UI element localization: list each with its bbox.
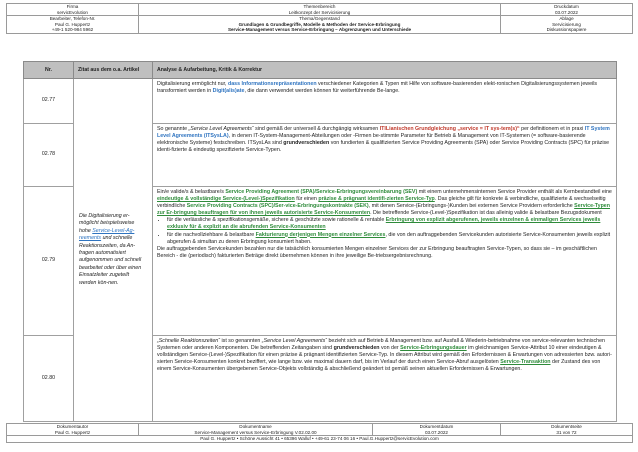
row-number: 02.80 <box>24 336 74 422</box>
highlight: eindeutige & vollständige Service-(Level-)Spezifikation <box>157 196 295 203</box>
analysis-cell <box>153 187 617 336</box>
autor-cell <box>7 424 139 436</box>
autor-value: Paul G. Huppertz <box>54 429 91 435</box>
datum-cell <box>373 424 501 436</box>
name-label: Dokumentname <box>239 424 272 429</box>
analysis-cell <box>153 336 617 422</box>
seite-cell <box>501 424 633 436</box>
highlight: Erbringung von explizit abgerufenen, jeweils einzelnen & einmaligen Services jeweils exklusiv für & explizit an die abrufenden Service-Konsumenten <box>167 217 601 231</box>
datum-label: Dokumentdatum <box>419 424 454 429</box>
bearbeiter-cell <box>7 16 139 34</box>
text: Digitalisierung ermöglicht nur, <box>157 81 228 87</box>
text: für einen <box>294 196 319 203</box>
highlight: Service-Transaktion <box>500 359 551 366</box>
thema-line2: Service-Management versus Service-Erbringung – Abgrenzungen und Unterschiede <box>227 27 412 33</box>
name-value: Service-Management versus Service-Erbringung V.02.02.00 <box>194 429 317 435</box>
ablage-line2: Diskussionspapiere <box>546 27 587 33</box>
text: verschiedener Kategorien & Typen mit Hilfe von software-basierenden elekt-ronischen Digitalisierungssystemen jeweils transformiert werden in <box>157 81 598 95</box>
thema-label: Thema/Gegenstand <box>299 16 340 22</box>
highlight: präzise & prägnant identifi-zierten Service-Typ <box>318 196 435 203</box>
highlight: dass Informationsrepräsentationen <box>227 81 317 87</box>
text: für die verlässliche & spezifikationsgemäße, sichere & geschützte sowie rationelle & rentable <box>167 217 386 224</box>
analysis-cell <box>153 79 617 124</box>
thema-line1: Grundlagen & Grundbegriffe, Modelle & Methoden der Service-Erbringung <box>238 21 401 27</box>
text: im gleichnamigen Service-Attribut 10 einer eindeutigen & vollständigen Service-(Level-)Spezifikation für einen präzise & prägnant identifizierten Service-Typ. In diesem Attribut wird gemäß den Erfordernissen & Erwartungen von adressierten bzw. autori-sierten Service-Konsumenten konkret beziffert, wie lange bzw. wie maximal dauern darf, bis im Verlauf der durch einen Service-Abruf ausgelösten <box>157 345 612 366</box>
quote-cell <box>74 79 153 422</box>
highlight: Service-Erbringungsdauer <box>400 345 467 352</box>
text: von der <box>379 345 401 352</box>
themenbereich-value: Leitkonzept der Servicisierung <box>288 9 351 15</box>
row-number: 02.77 <box>24 79 74 124</box>
bearbeiter-name: Paul G. Huppertz <box>54 21 91 27</box>
seite-label: Dokumentseite <box>551 424 582 429</box>
row-number: 02.79 <box>24 187 74 336</box>
highlight: Digit(alis)ate <box>212 88 245 95</box>
list-item <box>167 232 612 246</box>
text: für die nachvollziehbare & belastbare <box>167 231 256 238</box>
quote-text-rest: und schnelle Reaktionszeiten, da An-fragen automatisiert aufgenommen und schnell bearbeitet oder über einen Einsatzleiter zugeteilt werden kön-nen. <box>79 235 142 286</box>
themenbereich-cell <box>139 4 501 16</box>
highlight: IT System Level Agreements (ITSysLA) <box>157 126 610 140</box>
column-header-nr: Nr. <box>24 62 74 79</box>
text: , die dann verwendet werden können für weiterführende Be-lange. <box>244 88 400 95</box>
text: von fundierten & qualifizierten Service Providing Agreements (SPA) oder Service Providing Contracts (SPC) für präzise identi-fizierte & eindeutig spezifizierte Service-Typen. <box>157 140 610 154</box>
text: sind gemäß der universell & durchgängig wirksamen <box>253 126 380 132</box>
table-row <box>24 79 617 124</box>
ablage-label: Ablage <box>559 16 574 22</box>
document-header <box>6 3 633 34</box>
bearbeiter-phone: +49-1 520-984 5962 <box>51 27 94 33</box>
emphasis: „Service Level Agreements“ <box>261 338 328 344</box>
analysis-table <box>23 61 617 422</box>
text: , in denen IT-System-Management-Abteilungen oder -Firmen be-stimmte Parameter für Betrieb & Management von IT-Systemen (= software-basierende elektronische Systeme) festschreiben. ITSysLAs sind <box>157 133 586 147</box>
highlight: Fakturierung derjenigen Mengen einzelner Services <box>255 231 386 238</box>
text: Ein/e valide/s & belastbare/s <box>157 189 226 195</box>
text: der Zustand des von einem Service-Konsumenten übergebenen Service-Objekts vollständig & abschließend geändert ist gemäß seinen aktuellen Erfordernissen & Erwartungen. <box>157 359 601 373</box>
quote-text: Die Digitalisierung er-möglicht beispielsweise hohe <box>79 212 135 234</box>
druckdatum-cell <box>501 4 633 16</box>
text: So genannte <box>157 126 189 132</box>
seite-value: 31 von 72 <box>556 429 577 435</box>
firma-label: Firma <box>66 4 79 9</box>
row-number: 02.78 <box>24 124 74 187</box>
document-footer <box>6 423 633 443</box>
column-header-zitat: Zitat aus dem o.a. Artikel <box>74 62 153 79</box>
druckdatum-label: Druckdatum <box>554 4 579 9</box>
emphasis: „Schnelle Reaktionszeiten“ <box>157 338 221 344</box>
bold-text: grundverschieden <box>283 140 330 147</box>
firma-cell <box>7 4 139 16</box>
ablage-line1: Servicisierung <box>552 21 581 27</box>
druckdatum-value: 03.07.2022 <box>555 9 578 15</box>
text: bezieht sich auf Betrieb & Management bzw. auf Ausfall & Wiederin-betriebnahme von service-relevanten technischen Systemen oder anderen Komponenten. Die betreffenden Zeitangaben sind <box>157 338 605 352</box>
name-cell <box>139 424 373 436</box>
table-header-row <box>24 62 617 79</box>
text: ist so genannten <box>220 338 262 344</box>
text: mit einem unternehmensinternen Service Provider enthält als Kernbestandteil eine <box>417 189 612 195</box>
text: per definitionem et in praxi <box>519 126 585 132</box>
highlight: ITILianischen Grundgleichung „service = IT sys-tem(s)“ <box>379 126 520 132</box>
footer-address: Paul G. Huppertz • Schöne Aussicht 41 • 65396 Walluf • +49-61 23-74 06 16 • Paul.G.Huppertz@servicEvolution.com <box>7 436 633 443</box>
datum-value: 03.07.2022 <box>425 429 448 435</box>
text: Die auftraggebenden Servicekunden bezahlen nur die tatsächlich konsumierten Mengen einzelner Services der zur Erbringung beauftragten Service-Typen, so dass sie – im geschäftlichen Bereich - die (periodisch) fakturierten Beträge direkt übernehmen können in ihre jeweilige Be-triebsergebnisrechnung. <box>157 245 597 259</box>
bold-text: grundverschieden <box>333 345 380 352</box>
text: . Die betreffende Service-(Level-)Spezifikation ist das alleinig valide & belastbare Bezugsdokument <box>370 210 602 217</box>
text: . Das gleiche gilt für konkrete & verbindliche, qualifizierte & wechselseitig verbindliche <box>157 196 606 210</box>
text: , mit denen Service-(Erbringungs-)Kunden bei externen Service Providern erforderliche <box>368 203 575 210</box>
service-level-agreements-link[interactable]: Service-Level-Ag-reements <box>79 227 135 242</box>
analysis-cell <box>153 124 617 187</box>
highlight: Service-Typen zur Er-bringung beauftragen für von ihnen jeweils autorisierte Service-Konsumenten <box>157 203 610 217</box>
thema-cell <box>139 16 501 34</box>
bullet-list <box>157 217 612 245</box>
emphasis: „Service Level Agreements“ <box>188 126 254 132</box>
autor-label: Dokumentautor <box>56 424 89 429</box>
list-item <box>167 217 612 231</box>
column-header-analyse: Analyse & Aufarbeitung, Kritik & Korrektur <box>153 62 617 79</box>
text: , die von den auftraggebenden Servicekunden autorisierte Service-Konsumenten jeweils explizit abgerufen & simultan zu deren Erbringung konsumiert haben. <box>167 231 611 245</box>
ablage-cell <box>501 16 633 34</box>
themenbereich-label: Themenbereich <box>303 4 336 9</box>
firma-value: servicEvolution <box>57 9 88 15</box>
highlight: Service Providing Contracts (SPC)/Ser-vice-Erbringungskontrakte (SEK) <box>186 203 369 210</box>
highlight: Service Providing Agreement (SPA)/Service-Erbringungsvereinbarung (SEV) <box>225 189 418 195</box>
bearbeiter-label: Bearbeiter, Telefon-Nr. <box>49 16 96 22</box>
